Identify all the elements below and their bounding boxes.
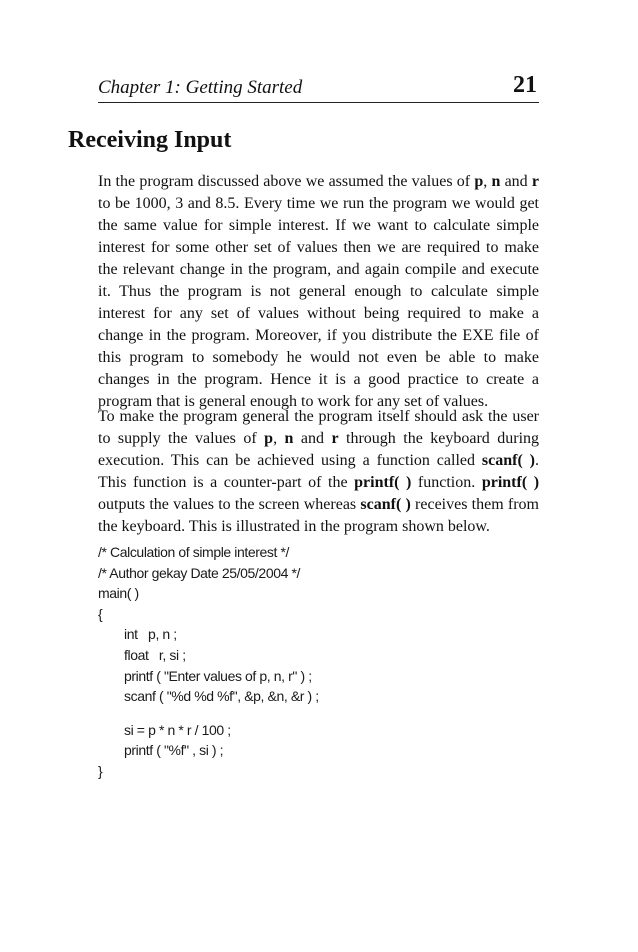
paragraph-text: and — [500, 173, 532, 190]
body-paragraph-1 — [98, 171, 539, 413]
bold-variable-p: p — [264, 430, 274, 447]
bold-function-printf: printf( ) — [354, 474, 412, 491]
bold-variable-n: n — [284, 430, 294, 447]
section-heading: Receiving Input — [68, 127, 232, 153]
bold-function-scanf: scanf( ) — [481, 452, 535, 469]
code-line-float-decl: float r, si ; — [124, 646, 186, 663]
code-line-comment-author: /* Author gekay Date 25/05/2004 */ — [98, 564, 300, 581]
bold-variable-r: r — [531, 173, 539, 190]
paragraph-text: and — [293, 430, 332, 447]
paragraph-text: through the keyboard during execution. This can be achieved using a function called — [98, 430, 540, 469]
paragraph-text: To make the program general the program itself should ask the user to supply the values of — [98, 408, 539, 447]
bold-function-scanf: scanf( ) — [360, 496, 411, 513]
code-line-printf-prompt: printf ( "Enter values of p, n, r" ) ; — [124, 667, 312, 684]
code-line-comment-title: /* Calculation of simple interest */ — [98, 544, 290, 560]
bold-variable-r: r — [331, 430, 339, 447]
bold-variable-n: n — [491, 173, 501, 190]
page-number: 21 — [513, 72, 537, 98]
code-line-open-brace: { — [98, 605, 103, 622]
bold-variable-p: p — [474, 173, 484, 190]
code-line-si-calc: si = p * n * r / 100 ; — [124, 721, 231, 738]
running-header — [98, 72, 539, 103]
chapter-title: Chapter 1: Getting Started — [98, 77, 303, 98]
code-line-int-decl: int p, n ; — [124, 626, 177, 643]
paragraph-text: , — [273, 430, 285, 447]
bold-function-printf: printf( ) — [481, 474, 540, 491]
code-blank-line — [98, 707, 539, 720]
paragraph-text: to be 1000, 3 and 8.5. Every time we run the program we would get the same value for simple interest. If we want to calculate simple interest for some other set of values then we are required to make the relevant change in the program, and again compile and execute it. Thus the program is not general enough to calculate simple interest for any set of values without being required to make a change in the program. Moreover, if you distribute the EXE file of this program to somebody he would not even be able to make changes in the program. Hence it is a good practice to create a program that is general enough to work for any set of values. — [98, 195, 539, 410]
paragraph-text: receives them from the keyboard. This is illustrated in the program shown below. — [98, 496, 540, 535]
code-line-main: main( ) — [98, 585, 139, 602]
code-line-close-brace: } — [98, 762, 103, 779]
code-line-printf-result: printf ( "%f" , si ) ; — [124, 742, 224, 759]
paragraph-text: , — [483, 173, 492, 190]
paragraph-text: . This function is a counter-part of the — [98, 452, 539, 491]
body-paragraph-2 — [98, 406, 539, 538]
paragraph-text: In the program discussed above we assumed the values of — [98, 173, 475, 190]
paragraph-text: function. — [411, 474, 482, 491]
code-line-scanf: scanf ( "%d %d %f", &p, &n, &r ) ; — [124, 688, 319, 705]
code-listing — [98, 542, 539, 782]
paragraph-text: outputs the values to the screen whereas — [98, 496, 361, 513]
